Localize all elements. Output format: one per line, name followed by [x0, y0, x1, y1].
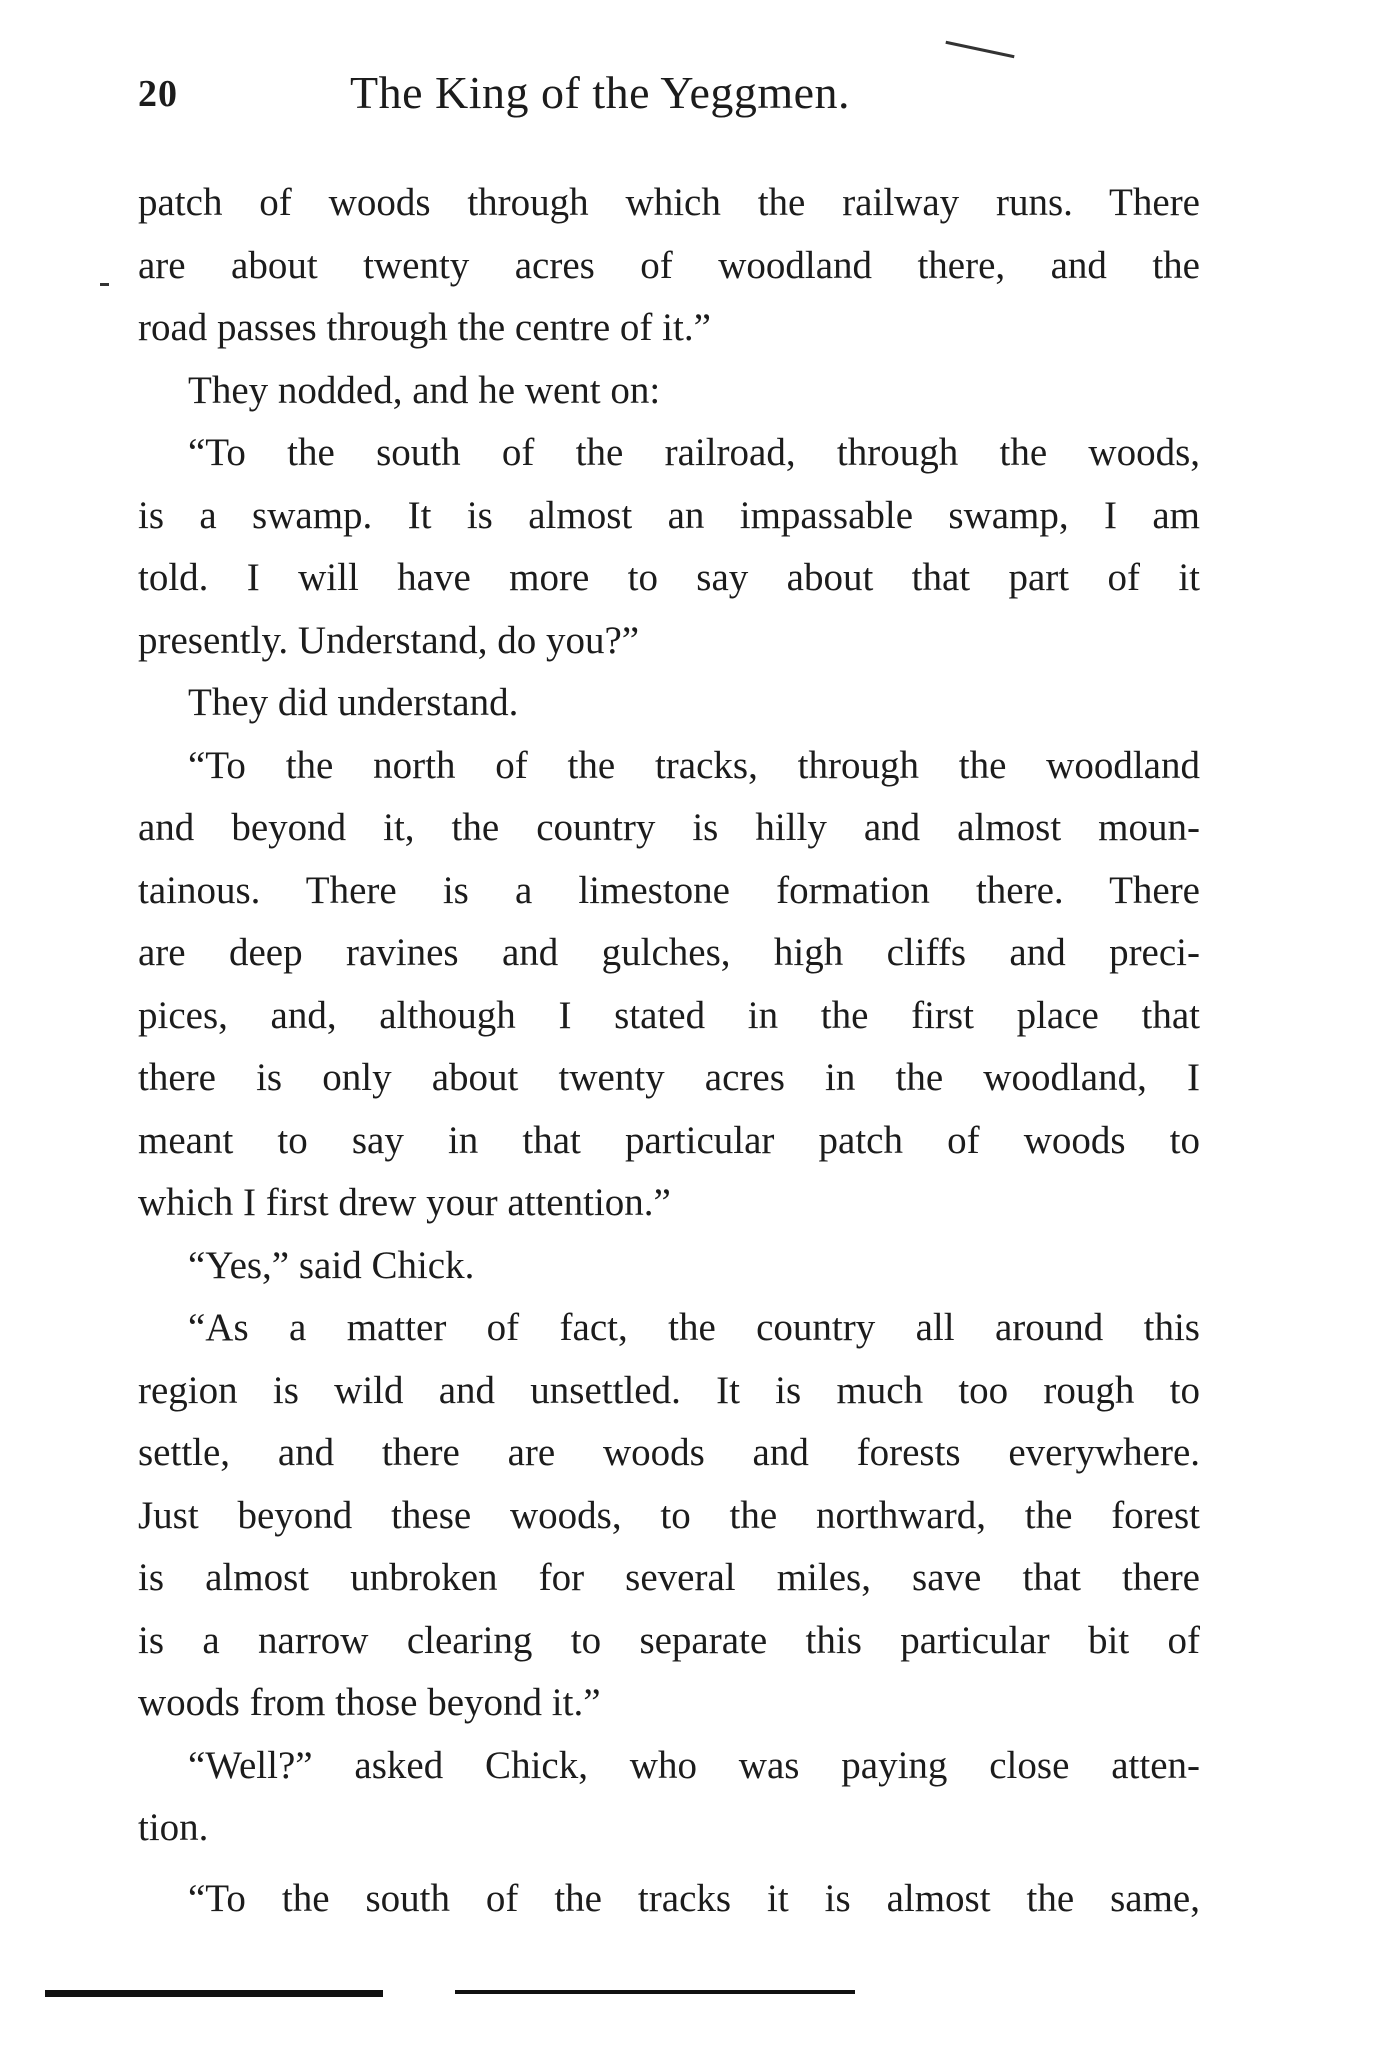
text-line: meant to say in that particular patch of woods to [138, 1118, 1200, 1162]
text-line: told. I will have more to say about that part of it [138, 556, 1200, 599]
text-line: woods from those beyond it.” [138, 1681, 601, 1724]
text-line: is a swamp. It is almost an impassable swamp, I am [138, 493, 1200, 537]
text-line: there is only about twenty acres in the woodland, I [138, 1056, 1200, 1099]
text-line: Just beyond these woods, to the northward, the forest [138, 1493, 1200, 1537]
bottom-rule-left [45, 1990, 383, 1997]
running-title: The King of the Yeggmen. [350, 67, 851, 118]
text-line: “Yes,” said Chick. [188, 1243, 475, 1287]
text-line: tainous. There is a limestone formation there. There [138, 868, 1200, 912]
text-line: “To the south of the tracks it is almost the same, [188, 1876, 1200, 1920]
text-line: “Well?” asked Chick, who was paying close atten- [188, 1743, 1200, 1787]
page-number: 20 [138, 73, 178, 115]
text-line: tion. [138, 1806, 209, 1849]
text-line: is almost unbroken for several miles, save that there [138, 1556, 1200, 1599]
page-header [138, 67, 1208, 132]
text-line: patch of woods through which the railway runs. There [138, 181, 1200, 224]
bottom-rule-right [455, 1990, 855, 1994]
text-line: They did understand. [188, 681, 519, 724]
text-line: settle, and there are woods and forests everywhere. [138, 1431, 1200, 1474]
text-line: “To the north of the tracks, through the woodland [188, 743, 1200, 787]
scan-artifact-top [945, 41, 1014, 58]
text-line: is a narrow clearing to separate this particular bit of [138, 1618, 1200, 1662]
text-line: road passes through the centre of it.” [138, 306, 711, 349]
text-line: “To the south of the railroad, through the woods, [188, 431, 1200, 474]
text-line: pices, and, although I stated in the first place that [138, 993, 1200, 1037]
text-line: region is wild and unsettled. It is much too rough to [138, 1368, 1200, 1412]
text-line: and beyond it, the country is hilly and almost moun- [138, 806, 1200, 849]
scan-artifact-left [100, 283, 109, 286]
text-line: They nodded, and he went on: [188, 368, 661, 412]
text-line: “As a matter of fact, the country all around this [188, 1306, 1200, 1349]
text-line: which I first drew your attention.” [138, 1181, 671, 1224]
body-text [138, 172, 1200, 1930]
text-line: presently. Understand, do you?” [138, 618, 640, 662]
text-line: are deep ravines and gulches, high cliffs and preci- [138, 931, 1200, 974]
text-line: are about twenty acres of woodland there, and the [138, 243, 1200, 287]
